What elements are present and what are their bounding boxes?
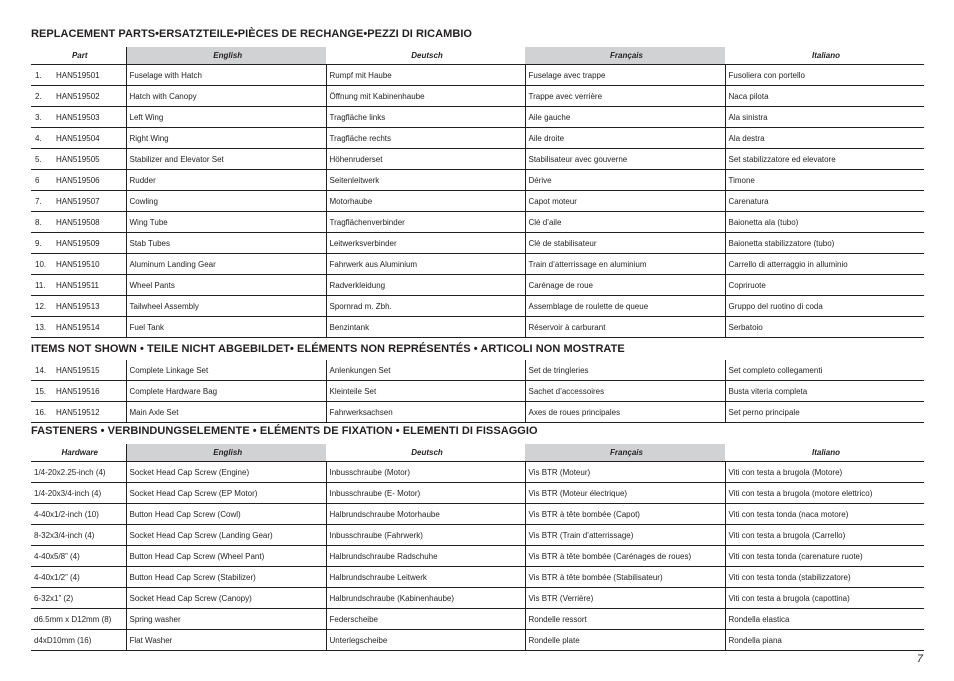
francais-cell: Vis BTR à tête bombée (Carénages de roues) [525, 546, 725, 567]
italiano-cell: Viti con testa tonda (naca motore) [725, 504, 924, 525]
part-number: HAN519516 [53, 381, 126, 402]
english-cell: Rudder [126, 170, 326, 191]
italiano-cell: Viti con testa tonda (stabilizzatore) [725, 567, 924, 588]
italiano-cell: Copriruote [725, 275, 924, 296]
english-cell: Tailwheel Assembly [126, 296, 326, 317]
english-cell: Cowling [126, 191, 326, 212]
items-not-shown-title: ITEMS NOT SHOWN • TEILE NICHT ABGEBILDET• ELÉMENTS NON REPRÉSENTÉS • ARTICOLI NON MOSTRATE [31, 343, 625, 355]
header-deutsch: Deutsch [326, 444, 525, 462]
english-cell: Socket Head Cap Screw (Engine) [126, 462, 326, 483]
italiano-cell: Viti con testa a brugola (capottina) [725, 588, 924, 609]
table-row [31, 275, 924, 296]
italiano-cell: Baionetta stabilizzatore (tubo) [725, 233, 924, 254]
table-row [31, 504, 924, 525]
italiano-cell: Naca pilota [725, 86, 924, 107]
italiano-cell: Busta viteria completa [725, 381, 924, 402]
italiano-cell: Rondella piana [725, 630, 924, 651]
francais-cell: Vis BTR à tête bombée (Capot) [525, 504, 725, 525]
part-number: HAN519507 [53, 191, 126, 212]
row-number: 7. [31, 191, 53, 212]
italiano-cell: Carrello di atterraggio in alluminio [725, 254, 924, 275]
part-number: HAN519512 [53, 402, 126, 423]
fasteners-table [31, 444, 924, 651]
italiano-cell: Timone [725, 170, 924, 191]
deutsch-cell: Federscheibe [326, 609, 525, 630]
deutsch-cell: Seitenleitwerk [326, 170, 525, 191]
english-cell: Button Head Cap Screw (Wheel Pant) [126, 546, 326, 567]
row-number: 5. [31, 149, 53, 170]
row-number: 10. [31, 254, 53, 275]
francais-cell: Réservoir à carburant [525, 317, 725, 338]
part-number: HAN519514 [53, 317, 126, 338]
deutsch-cell: Halbrundschraube Motorhaube [326, 504, 525, 525]
header-deutsch: Deutsch [326, 47, 525, 65]
row-number: 16. [31, 402, 53, 423]
italiano-cell: Set stabilizzatore ed elevatore [725, 149, 924, 170]
row-number: 2. [31, 86, 53, 107]
fasteners-title: FASTENERS • VERBINDUNGSELEMENTE • ELÉMENTS DE FIXATION • ELEMENTI DI FISSAGGIO [31, 425, 538, 437]
italiano-cell: Rondella elastica [725, 609, 924, 630]
table-row [31, 170, 924, 191]
francais-cell: Assemblage de roulette de queue [525, 296, 725, 317]
english-cell: Socket Head Cap Screw (EP Motor) [126, 483, 326, 504]
table-row [31, 525, 924, 546]
table-row [31, 296, 924, 317]
table-row [31, 65, 924, 86]
part-number: HAN519515 [53, 360, 126, 381]
replacement-parts-title: REPLACEMENT PARTS•ERSATZTEILE•PIÈCES DE RECHANGE•PEZZI DI RICAMBIO [31, 28, 473, 40]
table-row [31, 381, 924, 402]
parts-header-row [31, 47, 924, 65]
hardware-cell: 8-32x3/4-inch (4) [31, 525, 126, 546]
table-row [31, 588, 924, 609]
row-number: 9. [31, 233, 53, 254]
part-number: HAN519511 [53, 275, 126, 296]
francais-cell: Axes de roues principales [525, 402, 725, 423]
francais-cell: Train d’atterrissage en aluminium [525, 254, 725, 275]
francais-cell: Stabilisateur avec gouverne [525, 149, 725, 170]
francais-cell: Carénage de roue [525, 275, 725, 296]
italiano-cell: Set completo collegamenti [725, 360, 924, 381]
francais-cell: Fuselage avec trappe [525, 65, 725, 86]
italiano-cell: Viti con testa a brugola (motore elettrico) [725, 483, 924, 504]
table-row [31, 609, 924, 630]
deutsch-cell: Halbrundschraube (Kabinenhaube) [326, 588, 525, 609]
table-row [31, 402, 924, 423]
part-number: HAN519504 [53, 128, 126, 149]
italiano-cell: Viti con testa a brugola (Carrello) [725, 525, 924, 546]
english-cell: Complete Hardware Bag [126, 381, 326, 402]
hardware-cell: d4xD10mm (16) [31, 630, 126, 651]
italiano-cell: Carenatura [725, 191, 924, 212]
deutsch-cell: Anlenkungen Set [326, 360, 525, 381]
header-italiano: Italiano [725, 47, 924, 65]
deutsch-cell: Inbusschraube (Motor) [326, 462, 525, 483]
hardware-cell: 6-32x1” (2) [31, 588, 126, 609]
table-row [31, 212, 924, 233]
english-cell: Button Head Cap Screw (Stabilizer) [126, 567, 326, 588]
header-english: English [126, 47, 326, 65]
english-cell: Right Wing [126, 128, 326, 149]
english-cell: Fuel Tank [126, 317, 326, 338]
english-cell: Wing Tube [126, 212, 326, 233]
row-number: 1. [31, 65, 53, 86]
hardware-cell: 1/4-20x3/4-inch (4) [31, 483, 126, 504]
table-row [31, 546, 924, 567]
row-number: 12. [31, 296, 53, 317]
deutsch-cell: Inbusschraube (Fahrwerk) [326, 525, 525, 546]
deutsch-cell: Fahrwerksachsen [326, 402, 525, 423]
deutsch-cell: Unterlegscheibe [326, 630, 525, 651]
page-number: 7 [916, 653, 923, 665]
part-number: HAN519503 [53, 107, 126, 128]
italiano-cell: Gruppo del ruotino di coda [725, 296, 924, 317]
row-number: 8. [31, 212, 53, 233]
deutsch-cell: Radverkleidung [326, 275, 525, 296]
english-cell: Stab Tubes [126, 233, 326, 254]
replacement-parts-table [31, 47, 924, 338]
table-row [31, 128, 924, 149]
deutsch-cell: Tragfläche links [326, 107, 525, 128]
italiano-cell: Viti con testa tonda (carenature ruote) [725, 546, 924, 567]
english-cell: Stabilizer and Elevator Set [126, 149, 326, 170]
deutsch-cell: Rumpf mit Haube [326, 65, 525, 86]
part-number: HAN519510 [53, 254, 126, 275]
items-not-shown-table [31, 360, 924, 423]
francais-cell: Dérive [525, 170, 725, 191]
deutsch-cell: Tragflächenverbinder [326, 212, 525, 233]
fasteners-header-row [31, 444, 924, 462]
part-number: HAN519506 [53, 170, 126, 191]
header-francais: Français [525, 444, 725, 462]
deutsch-cell: Leitwerksverbinder [326, 233, 525, 254]
hardware-cell: 4-40x1/2” (4) [31, 567, 126, 588]
hardware-cell: 4-40x5/8” (4) [31, 546, 126, 567]
francais-cell: Sachet d’accessoires [525, 381, 725, 402]
francais-cell: Aile gauche [525, 107, 725, 128]
francais-cell: Set de tringleries [525, 360, 725, 381]
deutsch-cell: Tragfläche rechts [326, 128, 525, 149]
not-shown-body [31, 360, 924, 423]
italiano-cell: Viti con testa a brugola (Motore) [725, 462, 924, 483]
francais-cell: Clé d’aile [525, 212, 725, 233]
francais-cell: Aile droite [525, 128, 725, 149]
english-cell: Socket Head Cap Screw (Canopy) [126, 588, 326, 609]
italiano-cell: Fusoliera con portello [725, 65, 924, 86]
header-part: Part [31, 47, 126, 65]
header-francais: Français [525, 47, 725, 65]
english-cell: Left Wing [126, 107, 326, 128]
row-number: 6 [31, 170, 53, 191]
francais-cell: Vis BTR (Moteur électrique) [525, 483, 725, 504]
italiano-cell: Set perno principale [725, 402, 924, 423]
deutsch-cell: Benzintank [326, 317, 525, 338]
hardware-cell: 1/4-20x2.25-inch (4) [31, 462, 126, 483]
part-number: HAN519502 [53, 86, 126, 107]
header-hardware: Hardware [31, 444, 126, 462]
table-row [31, 462, 924, 483]
row-number: 4. [31, 128, 53, 149]
part-number: HAN519509 [53, 233, 126, 254]
deutsch-cell: Motorhaube [326, 191, 525, 212]
deutsch-cell: Inbusschraube (E- Motor) [326, 483, 525, 504]
deutsch-cell: Halbrundschraube Radschuhe [326, 546, 525, 567]
deutsch-cell: Höhenruderset [326, 149, 525, 170]
deutsch-cell: Spornrad m. Zbh. [326, 296, 525, 317]
row-number: 11. [31, 275, 53, 296]
table-row [31, 483, 924, 504]
part-number: HAN519501 [53, 65, 126, 86]
hardware-cell: 4-40x1/2-inch (10) [31, 504, 126, 525]
english-cell: Button Head Cap Screw (Cowl) [126, 504, 326, 525]
table-row [31, 254, 924, 275]
row-number: 3. [31, 107, 53, 128]
francais-cell: Clé de stabilisateur [525, 233, 725, 254]
francais-cell: Vis BTR (Train d’atterrissage) [525, 525, 725, 546]
table-row [31, 317, 924, 338]
table-row [31, 567, 924, 588]
francais-cell: Rondelle plate [525, 630, 725, 651]
table-row [31, 107, 924, 128]
francais-cell: Vis BTR (Verrière) [525, 588, 725, 609]
parts-body [31, 65, 924, 338]
table-row [31, 149, 924, 170]
english-cell: Hatch with Canopy [126, 86, 326, 107]
italiano-cell: Ala sinistra [725, 107, 924, 128]
row-number: 13. [31, 317, 53, 338]
table-row [31, 86, 924, 107]
hardware-cell: d6.5mm x D12mm (8) [31, 609, 126, 630]
francais-cell: Trappe avec verrière [525, 86, 725, 107]
table-row [31, 360, 924, 381]
row-number: 14. [31, 360, 53, 381]
table-row [31, 630, 924, 651]
header-english: English [126, 444, 326, 462]
english-cell: Aluminum Landing Gear [126, 254, 326, 275]
english-cell: Wheel Pants [126, 275, 326, 296]
part-number: HAN519505 [53, 149, 126, 170]
italiano-cell: Ala destra [725, 128, 924, 149]
english-cell: Flat Washer [126, 630, 326, 651]
deutsch-cell: Öffnung mit Kabinenhaube [326, 86, 525, 107]
row-number: 15. [31, 381, 53, 402]
part-number: HAN519508 [53, 212, 126, 233]
header-italiano: Italiano [725, 444, 924, 462]
english-cell: Socket Head Cap Screw (Landing Gear) [126, 525, 326, 546]
table-row [31, 191, 924, 212]
francais-cell: Vis BTR à tête bombée (Stabilisateur) [525, 567, 725, 588]
english-cell: Spring washer [126, 609, 326, 630]
english-cell: Main Axle Set [126, 402, 326, 423]
english-cell: Complete Linkage Set [126, 360, 326, 381]
deutsch-cell: Kleinteile Set [326, 381, 525, 402]
deutsch-cell: Halbrundschraube Leitwerk [326, 567, 525, 588]
italiano-cell: Baionetta ala (tubo) [725, 212, 924, 233]
deutsch-cell: Fahrwerk aus Aluminium [326, 254, 525, 275]
fasteners-body [31, 462, 924, 651]
italiano-cell: Serbatoio [725, 317, 924, 338]
francais-cell: Rondelle ressort [525, 609, 725, 630]
francais-cell: Capot moteur [525, 191, 725, 212]
english-cell: Fuselage with Hatch [126, 65, 326, 86]
part-number: HAN519513 [53, 296, 126, 317]
table-row [31, 233, 924, 254]
francais-cell: Vis BTR (Moteur) [525, 462, 725, 483]
